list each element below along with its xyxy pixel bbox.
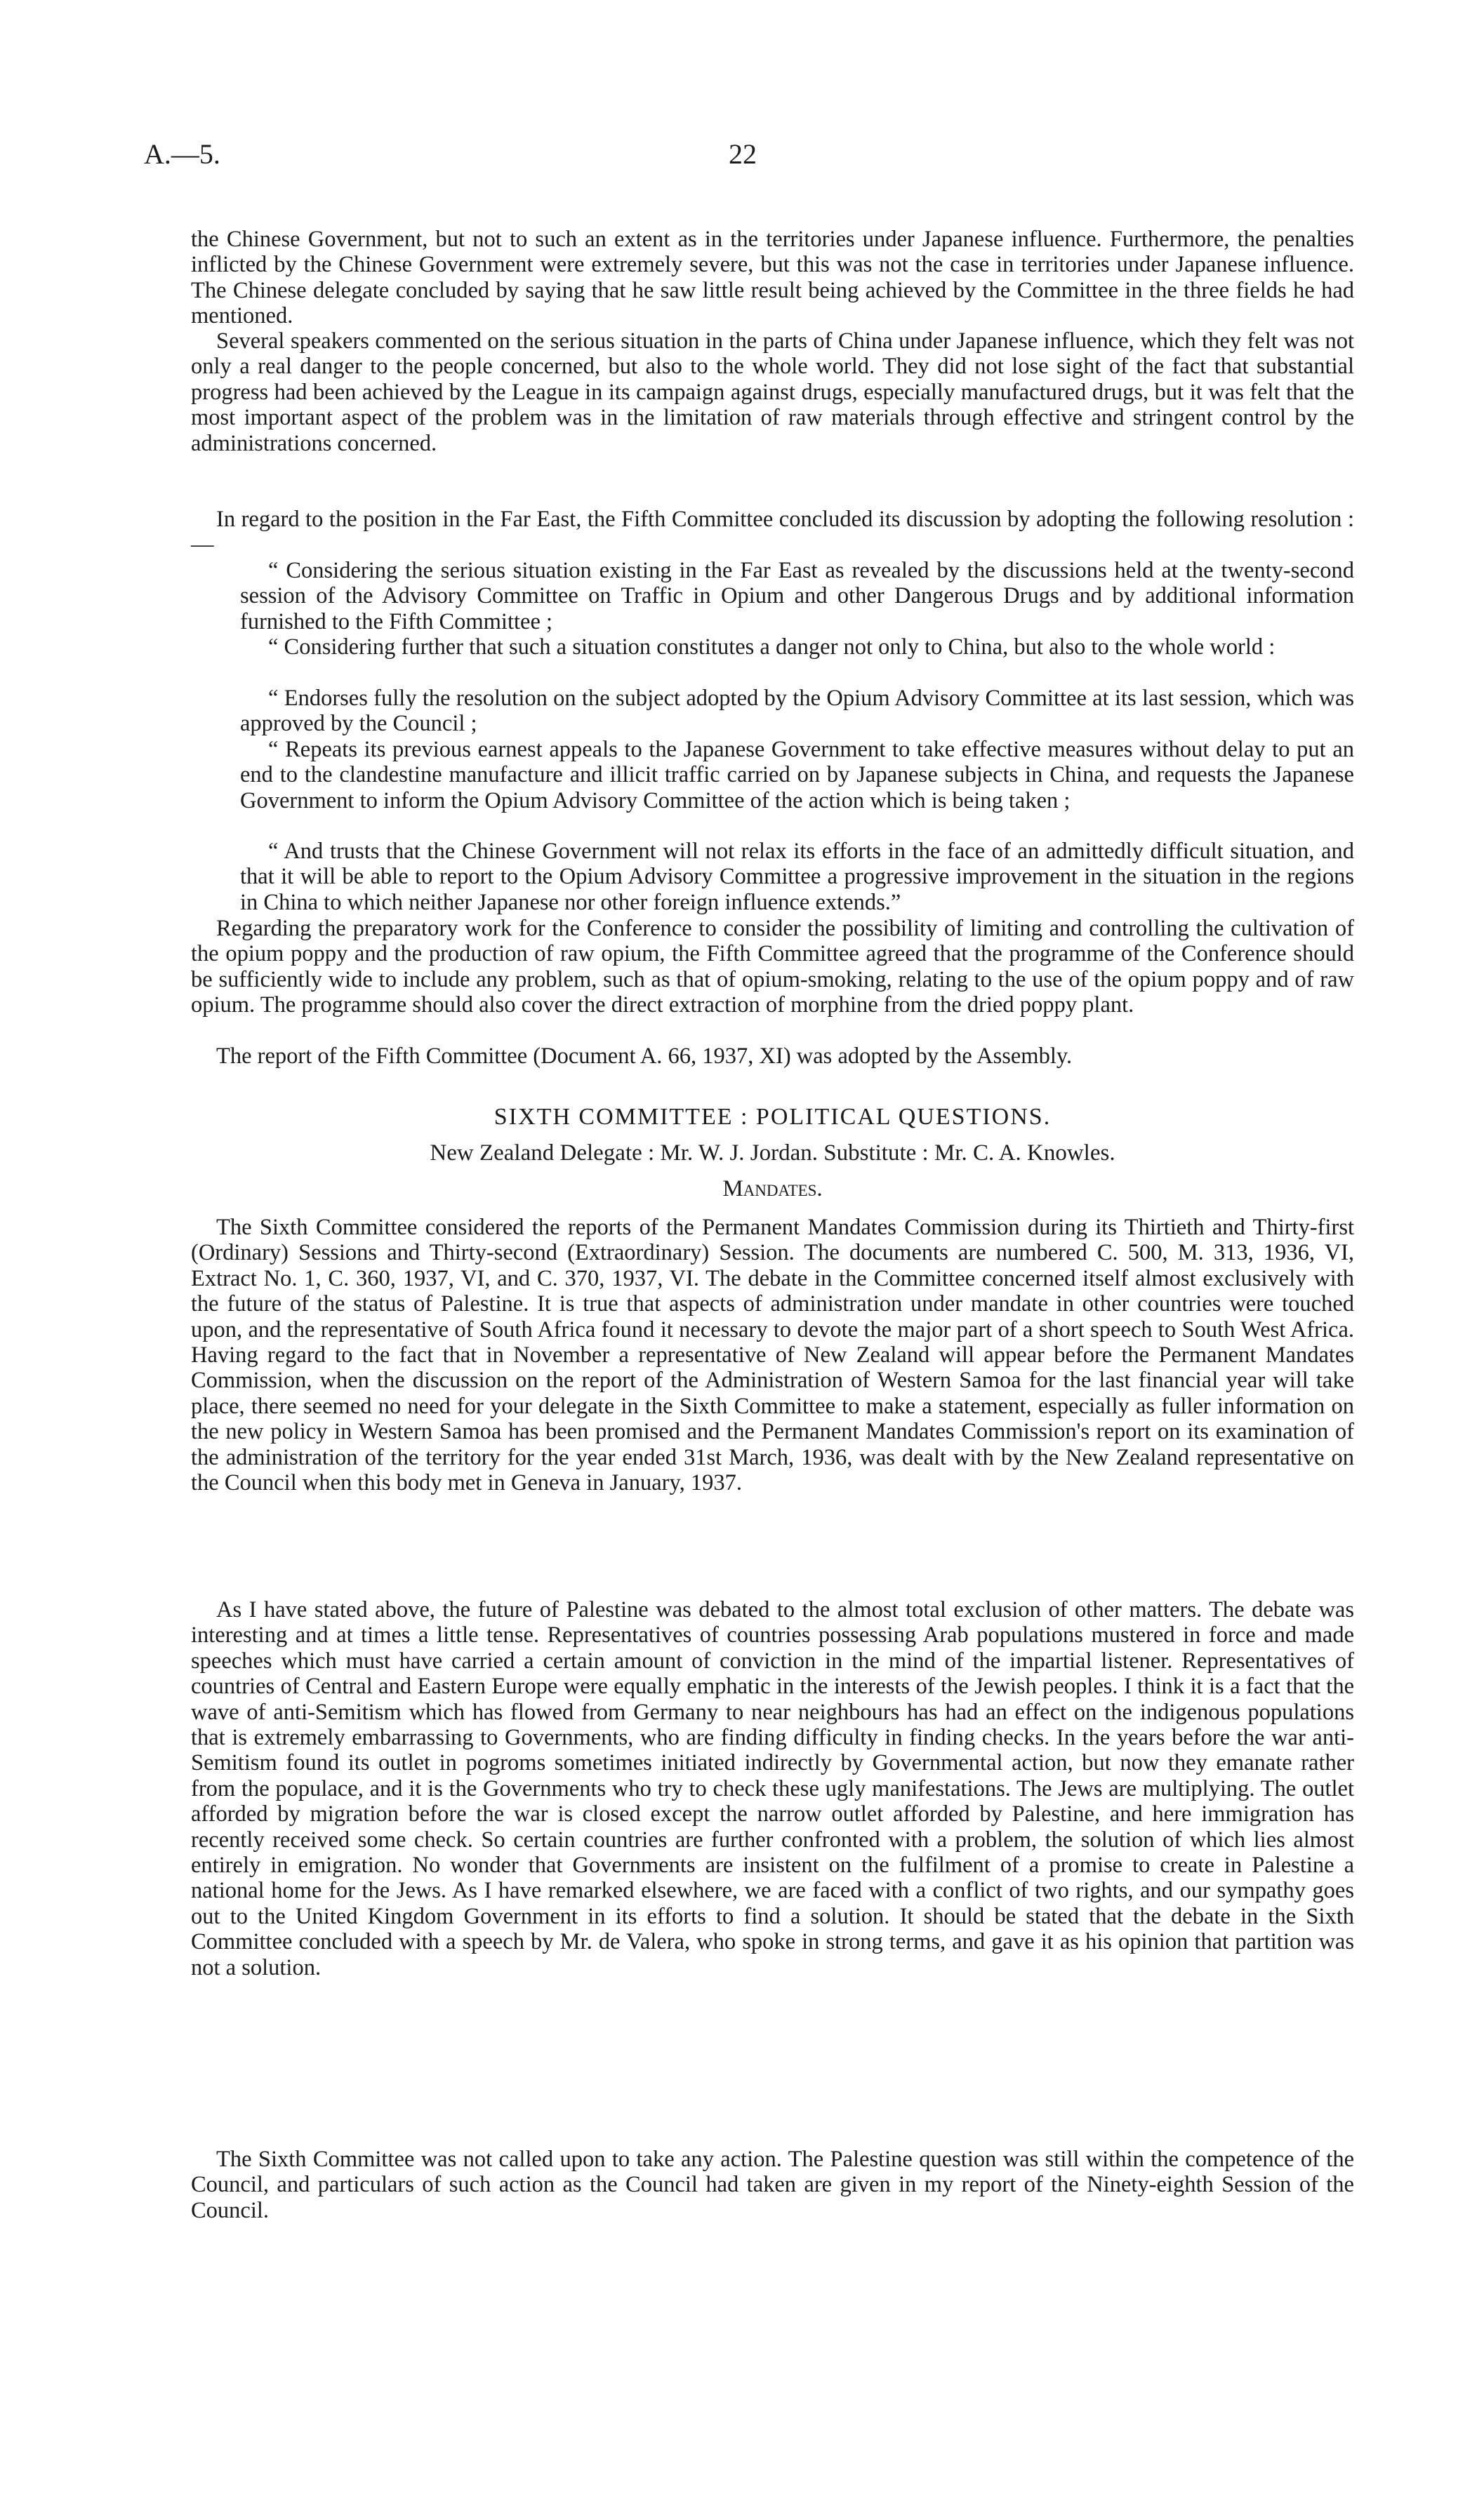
document-reference: A.—5. — [144, 138, 220, 170]
resolution-clause: “ Endorses fully the resolution on the subject adopted by the Opium Advisory Committee at its last session, which was approved by the Council ; — [240, 686, 1354, 737]
paragraph: Regarding the preparatory work for the Conference to consider the possibility of limiting and controlling the cultivation of the opium poppy and the production of raw opium, the Fifth Committee agreed that the programme of the Conference should be sufficiently wide to include any problem, such as that of opium-smoking, relating to the use of the opium poppy and of raw opium. The programme should also cover the direct extraction of morphine from the dried poppy plant. — [191, 916, 1354, 1018]
paragraph: The Sixth Committee was not called upon to take any action. The Palestine question was still within the competence of the Council, and particulars of such action as the Council had taken are given in my report of the Ninety-eighth Session of the Council. — [191, 2147, 1354, 2223]
paragraph: As I have stated above, the future of Palestine was debated to the almost total exclusion of other matters. The debate was interesting and at times a little tense. Representatives of countries possessing Arab populations mustered in force and made speeches which must have carried a certain amount of conviction in the mind of the impartial listener. Representatives of countries of Central and Eastern Europe were equally emphatic in the interests of the Jewish peoples. I think it is a fact that the wave of anti-Semitism which has flowed from Germany to near neighbours has had an effect on the indigenous populations that is extremely embarrassing to Governments, who are finding difficulty in finding checks. In the years before the war anti-Semitism found its outlet in pogroms sometimes initiated indirectly by Governmental action, but now they emanate rather from the populace, and it is the Governments who try to check these ugly manifestations. The Jews are multiplying. The outlet afforded by migration before the war is closed except the narrow outlet afforded by Palestine, and here immigration has recently received some check. So certain countries are further confronted with a problem, the solution of which lies almost entirely in emigration. No wonder that Governments are insistent on the fulfilment of a promise to create in Palestine a national home for the Jews. As I have remarked elsewhere, we are faced with a conflict of two rights, and our sympathy goes out to the United Kingdom Government in its efforts to find a solution. It should be stated that the debate in the Sixth Committee concluded with a speech by Mr. de Valera, who spoke in strong terms, and gave it as his opinion that partition was not a solution. — [191, 1597, 1354, 1980]
delegates-line: New Zealand Delegate : Mr. W. J. Jordan. Substitute : Mr. C. A. Knowles. — [430, 1140, 1115, 1166]
resolution-clause: “ Considering further that such a situation constitutes a danger not only to China, but also to the whole world : — [268, 634, 1276, 660]
resolution-clause: “ Repeats its previous earnest appeals to the Japanese Government to take effective measures without delay to put an end to the clandestine manufacture and illicit traffic carried on by Japanese subjects in China, and requests the Japanese Government to inform the Opium Advisory Committee of the action which is being taken ; — [240, 737, 1354, 813]
paragraph: the Chinese Government, but not to such an extent as in the territories under Japanese influence. Furthermore, the penalties inflicted by the Chinese Government were extremely severe, but this was not the case in territories under Japanese influence. The Chinese delegate concluded by saying that he saw little result being achieved by the Committee in the three fields he had mentioned. — [191, 227, 1354, 329]
body-column — [191, 0, 1354, 2520]
paragraph: Several speakers commented on the serious situation in the parts of China under Japanese influence, which they felt was not only a real danger to the people concerned, but also to the whole world. They did not lose sight of the fact that substantial progress had been achieved by the League in its campaign against drugs, especially manufactured drugs, but it was felt that the most important aspect of the problem was in the limitation of raw materials through effective and stringent control by the administrations concerned. — [191, 328, 1354, 456]
section-subtitle: Mandates. — [722, 1176, 823, 1201]
resolution-clause: “ Considering the serious situation existing in the Far East as revealed by the discussions held at the twenty-second session of the Advisory Committee on Traffic in Opium and other Dangerous Drugs and by additional information furnished to the Fifth Committee ; — [240, 558, 1354, 634]
page-number: 22 — [729, 138, 757, 170]
paragraph: In regard to the position in the Far East, the Fifth Committee concluded its discussion by adopting the following resolution :— — [191, 507, 1354, 558]
paragraph: The Sixth Committee considered the reports of the Permanent Mandates Commission during its Thirtieth and Thirty-first (Ordinary) Sessions and Thirty-second (Extraordinary) Session. The documents are numbered C. 500, M. 313, 1936, VI, Extract No. 1, C. 360, 1937, VI, and C. 370, 1937, VI. The debate in the Committee concerned itself almost exclusively with the future of the status of Palestine. It is true that aspects of administration under mandate in other countries were touched upon, and the representative of South Africa found it necessary to devote the major part of a short speech to South West Africa. Having regard to the fact that in November a representative of New Zealand will appear before the Permanent Mandates Commission, when the discussion on the report of the Administration of Western Samoa for the last financial year will take place, there seemed no need for your delegate in the Sixth Committee to make a statement, especially as fuller information on the new policy in Western Samoa has been promised and the Permanent Mandates Commission's report on its examination of the administration of the territory for the year ended 31st March, 1936, was dealt with by the New Zealand representative on the Council when this body met in Geneva in January, 1937. — [191, 1215, 1354, 1496]
section-title: SIXTH COMMITTEE : POLITICAL QUESTIONS. — [493, 1104, 1052, 1130]
paragraph: The report of the Fifth Committee (Document A. 66, 1937, XI) was adopted by the Assembly. — [216, 1044, 1073, 1069]
resolution-clause: “ And trusts that the Chinese Government will not relax its efforts in the face of an admittedly difficult situation, and that it will be able to report to the Opium Advisory Committee a progressive improvement in the situation in the regions in China to which neither Japanese nor other foreign influence extends.” — [240, 839, 1354, 915]
